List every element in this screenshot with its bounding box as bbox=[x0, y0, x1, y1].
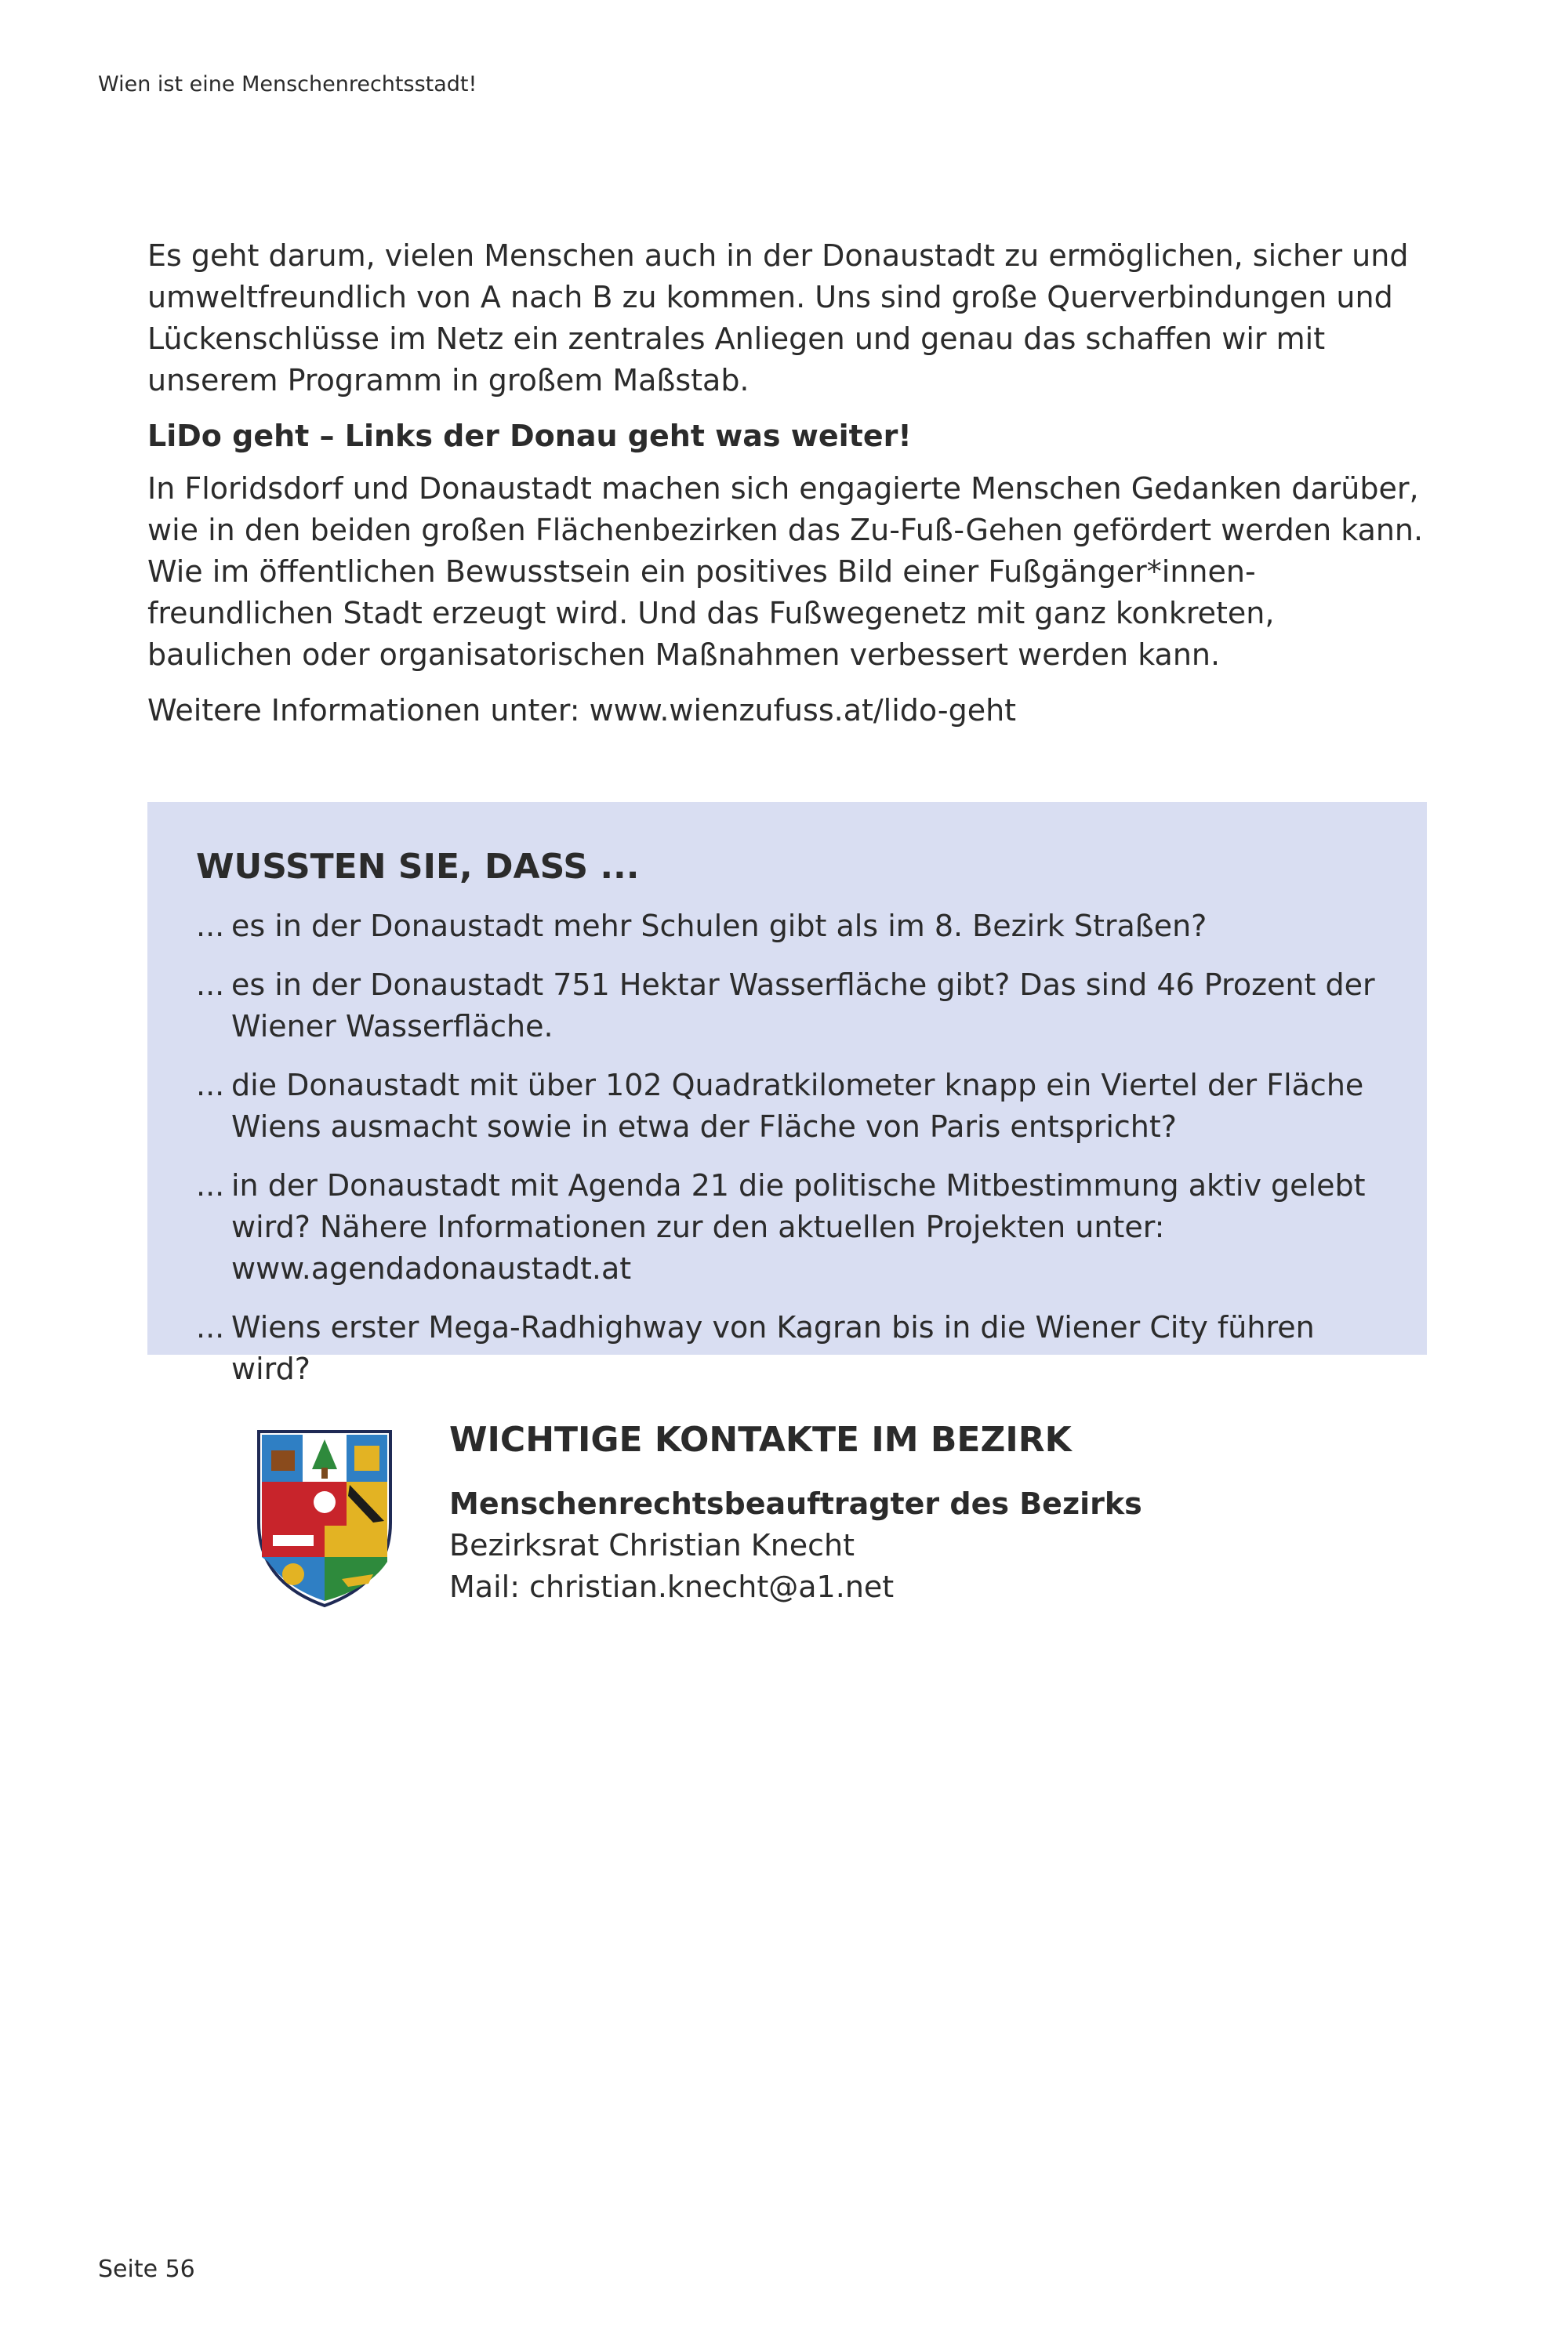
section-paragraph: In Floridsdorf und Donaustadt machen sich engagierte Menschen Gedanken darüber, wie in den beiden großen Flächenbezirken das Zu-Fuß-Gehen gefördert werden kann. Wie im öffentlichen Bewusstsein ein positives Bild einer Fußgänger*innen-freundlichen Stadt erzeugt wird. Und das Fußwegenetz mit ganz konkreten, baulichen oder organisatorischen Maßnahmen verbessert werden kann. bbox=[147, 471, 1424, 672]
contact-name: Bezirksrat Christian Knecht bbox=[449, 1528, 855, 1563]
more-info-line: Weitere Informationen unter: www.wienzufuss.at/lido-geht bbox=[147, 693, 1017, 728]
section-title: LiDo geht – Links der Donau geht was weiter! bbox=[147, 419, 912, 453]
fact-item bbox=[196, 964, 1378, 1047]
contacts-title: WICHTIGE KONTAKTE IM BEZIRK bbox=[449, 1420, 1072, 1460]
fact-bullet: ... bbox=[196, 1310, 225, 1345]
intro-paragraph: Es geht darum, vielen Menschen auch in der Donaustadt zu ermöglichen, sicher und umweltfreundlich von A nach B zu kommen. Uns sind große Querverbindungen und Lückenschlüsse im Netz ein zentrales Anliegen und genau das schaffen wir mit unserem Programm in großem Maßstab. bbox=[147, 238, 1409, 397]
fact-text: es in der Donaustadt mehr Schulen gibt als im 8. Bezirk Straßen? bbox=[231, 909, 1207, 943]
contact-mail: Mail: christian.knecht@a1.net bbox=[449, 1570, 895, 1604]
fact-item bbox=[196, 906, 1378, 947]
fact-bullet: ... bbox=[196, 967, 225, 1002]
district-coat-of-arms-icon bbox=[256, 1428, 394, 1609]
fact-item bbox=[196, 1065, 1378, 1148]
fact-text: die Donaustadt mit über 102 Quadratkilometer knapp ein Viertel der Fläche Wiens ausmacht sowie in etwa der Fläche von Paris entspricht? bbox=[231, 1068, 1364, 1144]
fact-item bbox=[196, 1165, 1378, 1290]
contact-role: Menschenrechtsbeauftragter des Bezirks bbox=[449, 1486, 1142, 1521]
page-number: Seite 56 bbox=[98, 2256, 195, 2283]
fact-bullet: ... bbox=[196, 1068, 225, 1102]
running-title: Wien ist eine Menschenrechtsstadt! bbox=[98, 72, 477, 96]
fact-bullet: ... bbox=[196, 909, 225, 943]
fact-text: es in der Donaustadt 751 Hektar Wasserfläche gibt? Das sind 46 Prozent der Wiener Wasserfläche. bbox=[231, 967, 1375, 1044]
did-you-know-box bbox=[147, 802, 1427, 1386]
did-you-know-title: WUSSTEN SIE, DASS ... bbox=[196, 847, 640, 887]
fact-text: Wiens erster Mega-Radhighway von Kagran bis in die Wiener City führen wird? bbox=[231, 1310, 1315, 1386]
fact-bullet: ... bbox=[196, 1168, 225, 1203]
contacts-section bbox=[449, 1419, 1390, 1608]
fact-item bbox=[196, 1307, 1378, 1390]
fact-text: in der Donaustadt mit Agenda 21 die politische Mitbestimmung aktiv gelebt wird? Nähere Informationen zur den aktuellen Projekten unter: www.agendadonaustadt.at bbox=[231, 1168, 1366, 1286]
main-content bbox=[147, 235, 1425, 746]
